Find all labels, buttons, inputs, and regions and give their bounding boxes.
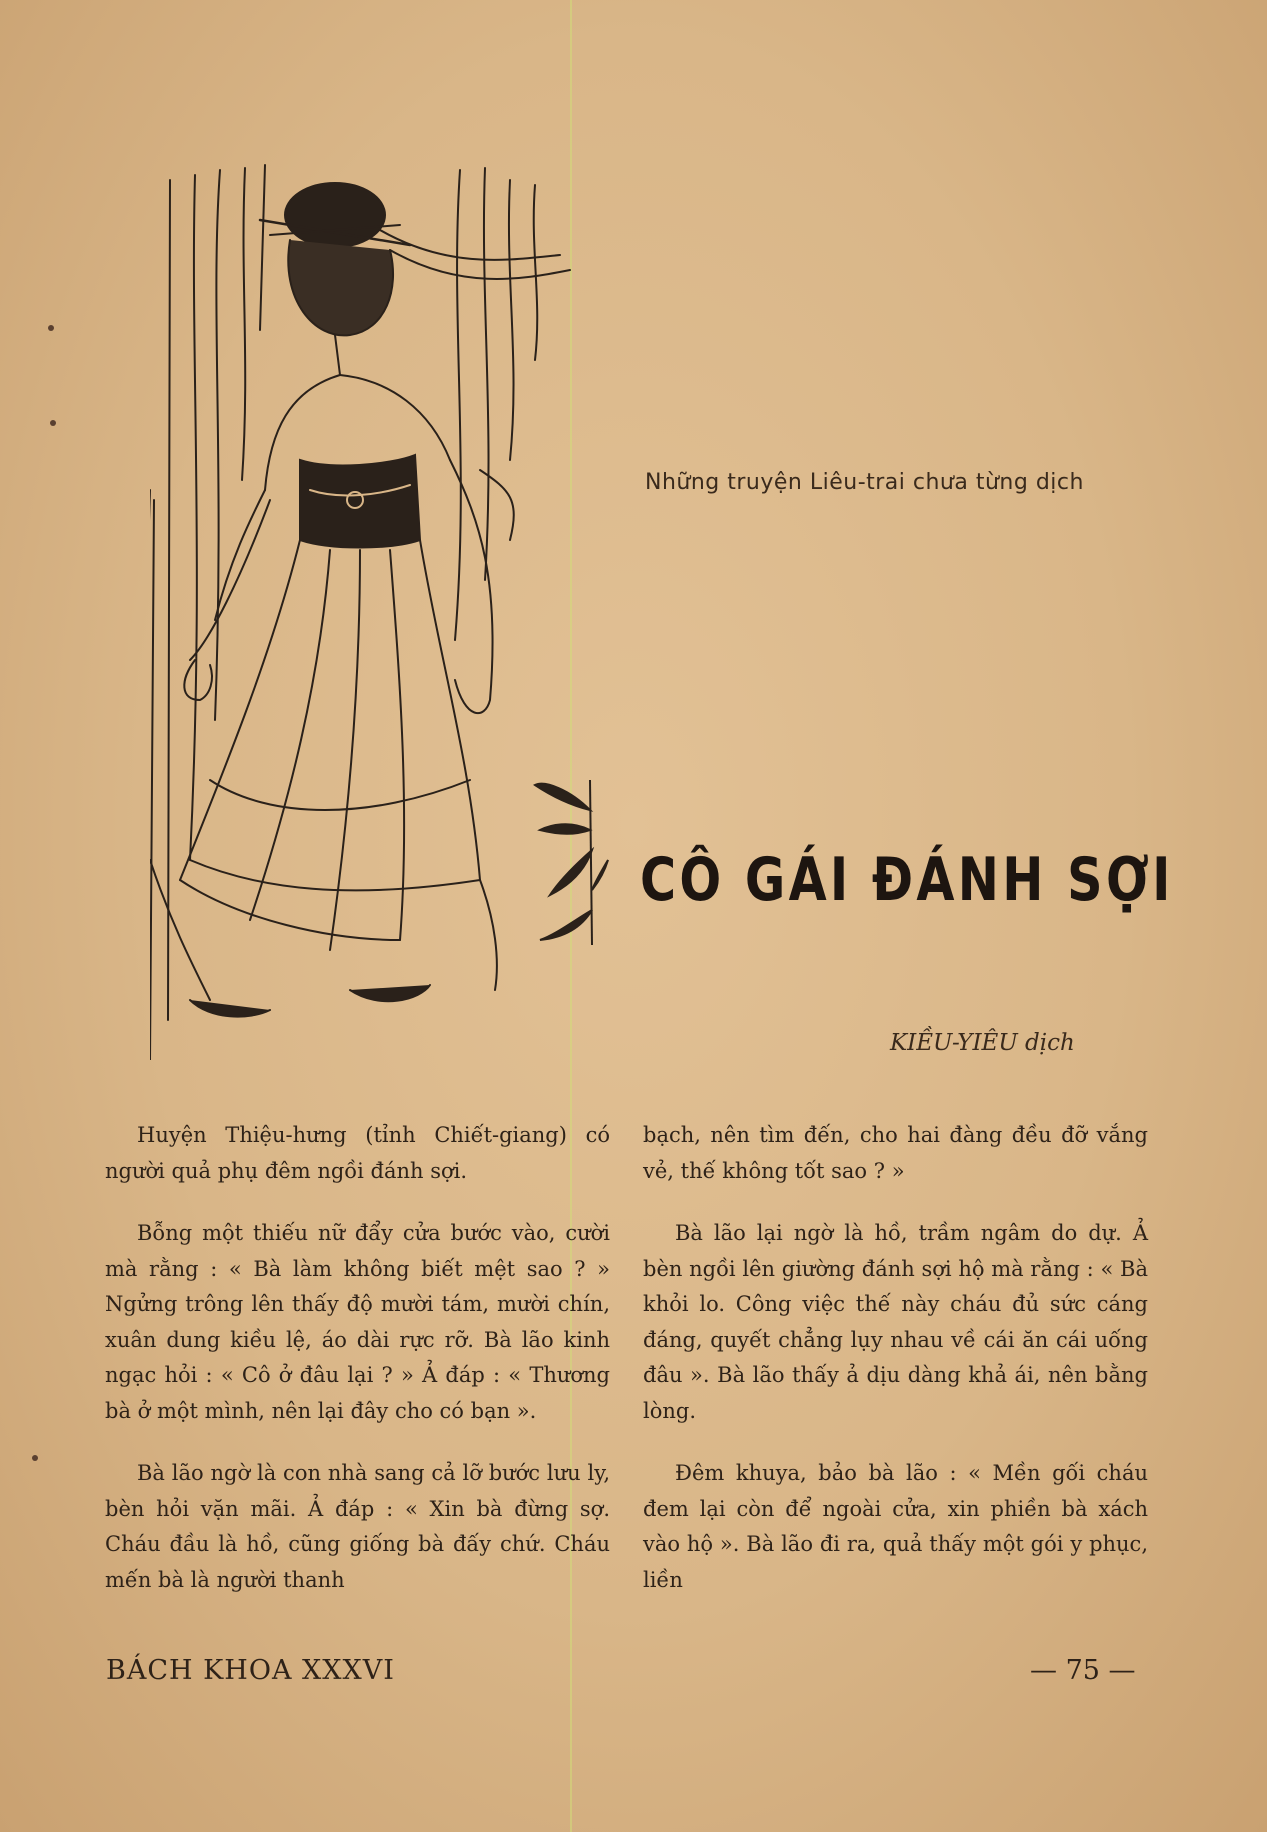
paragraph: Đêm khuya, bảo bà lão : « Mền gối cháu đem lại còn để ngoài cửa, xin phiền bà xách vào hộ ». Bà lão đi ra, quả thấy một gói y phục, liền (643, 1461, 1148, 1592)
paragraph: Huyện Thiệu-hưng (tỉnh Chiết-giang) có người quả phụ đêm ngồi đánh sợi. (105, 1123, 610, 1183)
page-number: — 75 — (1030, 1655, 1136, 1686)
paper-speck (32, 1455, 38, 1461)
right-column (643, 1118, 1148, 1625)
bamboo-leaves-icon (530, 770, 610, 950)
paragraph: Bà lão lại ngờ là hồ, trầm ngâm do dự. Ả bèn ngồi lên giường đánh sợi hộ mà rằng : « Bà khỏi lo. Công việc thế này cháu đủ sức cáng đáng, quyết chẳng lụy nhau về cái ăn cái uống đâu ». Bà lão thấy ả dịu dàng khả ái, nên bằng lòng. (643, 1221, 1148, 1423)
magazine-name: BÁCH KHOA XXXVI (106, 1655, 395, 1686)
paragraph: Bỗng một thiếu nữ đẩy cửa bước vào, cười mà rằng : « Bà làm không biết mệt sao ? » Ngửng trông lên thấy độ mười tám, mười chín, xuân dung kiều lệ, áo dài rực rỡ. Bà lão kinh ngạc hỏi : « Cô ở đâu lại ? » Ả đáp : « Thương bà ở một mình, nên lại đây cho có bạn ». (105, 1221, 610, 1423)
paragraph: Bà lão ngờ là con nhà sang cả lỡ bước lưu ly, bèn hỏi vặn mãi. Ả đáp : « Xin bà đừng sợ. Cháu đầu là hồ, cũng giống bà đấy chứ. Cháu mến bà là người thanh (105, 1461, 610, 1592)
article-byline: KIỀU-YIÊU dịch (890, 1030, 1075, 1056)
paper-speck (48, 325, 54, 331)
paper-speck (50, 420, 56, 426)
article-title: CÔ GÁI ĐÁNH SỢI (640, 845, 1174, 915)
left-column (105, 1118, 610, 1625)
series-heading: Những truyện Liêu-trai chưa từng dịch (645, 470, 1084, 495)
paragraph: bạch, nên tìm đến, cho hai đàng đều đỡ vắng vẻ, thế không tốt sao ? » (643, 1123, 1148, 1183)
